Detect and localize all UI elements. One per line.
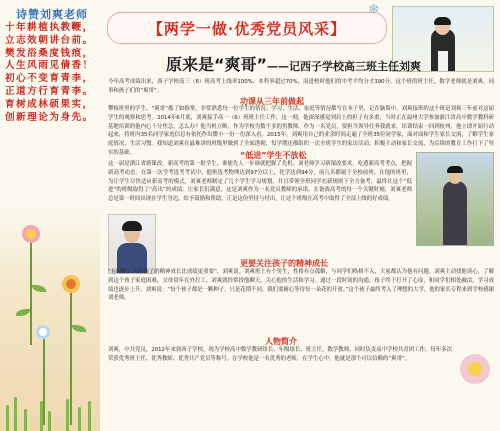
poem-line: 创新理论为身先。 <box>5 111 94 123</box>
poem-line: 正道方行育青李。 <box>5 85 94 97</box>
teacher-side-photo <box>416 152 494 246</box>
section-body: 这一届是浙江省新课改，新高考的第一批学生，谁能先人一步谁就把握了先机。刘老师学习新课改要求，吃透新高考考点，把握新高考动态。在第一次学考选考考试中，他班选考物理达到97分以上，化学达到94分，前几名都属于全校前列。在他的班里，为让学生尽快适应新高考的模式，刘爽老师制定了几个学生学习规划，并且带领全班同学在新规则下全力备考，最终让这个“低进”的班级取得了“高出”的成绩。让家长们满意，这是刘爽作为一名党员教师的承诺。在备战高考的每一个关键时刻，刘爽老师总是第一时间出现在学生身边，给予鼓励和帮助，正是这份坚持与付出，让这个班级在高考中取得了全部上线的好成绩。 <box>108 161 412 203</box>
poem-line: 初心不变育青李， <box>5 73 94 85</box>
banner-title: 【两学一做·优秀党员风采】 <box>147 19 347 38</box>
snowflake-icon: ❄ <box>368 2 380 18</box>
section-body: 攀枝班里的学生，“爽哥”都了如指掌，非常熟悉每一位学生的情况；学习、生活、家庭等情况都写在本子里，记在脑海中。刘爽接班的这个班是刘爽三年前对这届学生的观察和思考。2014年6月底，刘爽接手高一（6）班班主任工作，这一刻，他深深感觉到肩上的担子有多重，当时正在温州大学参加浙江省高中数学教科研基地培训的他内心十分焦急，怎么办？他当机立断，作为学校为数不多的男教师，作为一名党员，要担当领导任务我就来。培训结束一回到杭州，他立即开始行动起来，将班内35名同学家庭信息有依托作出微小一份一份深入看。2015年，刘爽用自己的业余时间走遍了全班35位同学家，面对面和学生家长交流，了解学生家庭情况、生活习惯。我知道刘爽在最难讲的班级里做到了全面透彻，每学期还都组织一次全班学生的家访活动，积极主动和家长交流，为后续的教育工作打下了坚实的基础。 <box>108 106 494 156</box>
poem-title: 诗赞刘爽老师 <box>16 8 88 21</box>
article-headline <box>166 52 466 75</box>
poem-line: 人生风雨见倩香！ <box>5 60 94 72</box>
header-banner <box>107 12 387 44</box>
section-body: 刘爽，中共党员，2012年来到西子学校，现为学校高中数学教研组长、年级组长、班主任、数学教师，同时负责高中学校共青团工作，每年多次荣获优秀班主任、优秀教师、优秀共产党员等称号。在学校他是一名优秀的老师，在学生心中，他就是那个可以信赖的“爽哥”。 <box>108 347 452 362</box>
section-heading: 人物简介 <box>265 337 297 346</box>
section-body: “有时候，关注孩子的精神成长比成绩更重要”，刘爽说。刘爽班上有个男生，性格有点孤僻，与同学们格格不入，大家都认为他有问题。刘爽主动找他谈心，了解到这个孩子家庭困难，父母常年在外打工，刘爽就经常找他聊天，关心他的生活和学习。通过一段时间的沟通，孩子终于打开了心扉，和同学们相处融洽，学习成绩也逐步上升。刘爽说：“每个孩子都是一颗种子，只是花期不同，我们要耐心等待每一朵花的开放。”这个孩子最终考入了理想的大学，他的家长专程来到学校感谢刘老师。 <box>108 269 494 302</box>
poem-line: 立志效朝讲台前。 <box>5 34 94 46</box>
student-photo <box>108 214 156 274</box>
section-body-continued <box>160 214 412 254</box>
headline-main: 原来是“爽哥” <box>166 55 268 74</box>
decorative-background <box>0 205 100 431</box>
section-heading: “低进”学生不放松 <box>240 151 307 160</box>
section-heading: 更要关注孩子的精神成长 <box>240 259 328 268</box>
poem <box>5 22 97 124</box>
poem-line: 十年耕植执教鞭， <box>5 22 94 33</box>
section-heading: 功课从三年前做起 <box>240 97 304 106</box>
flower-icon <box>454 348 498 392</box>
poem-line: 樊发浴桑度钱痕， <box>5 47 94 59</box>
poem-line: 育树成林硕果实， <box>5 98 94 110</box>
flower-icon <box>30 325 60 425</box>
left-column <box>0 0 100 431</box>
intro-paragraph: 今年高考成绩出来，西子学校高三（6）班高考上线率100%，本科率超过70%，而进校时他们的中考平均分才390分。这个班的班主任，数学老师就是刘爽，同事和孩子们的“爽哥”。 <box>108 79 494 94</box>
headline-sub: ——记西子学校高三班主任刘爽 <box>267 60 422 73</box>
